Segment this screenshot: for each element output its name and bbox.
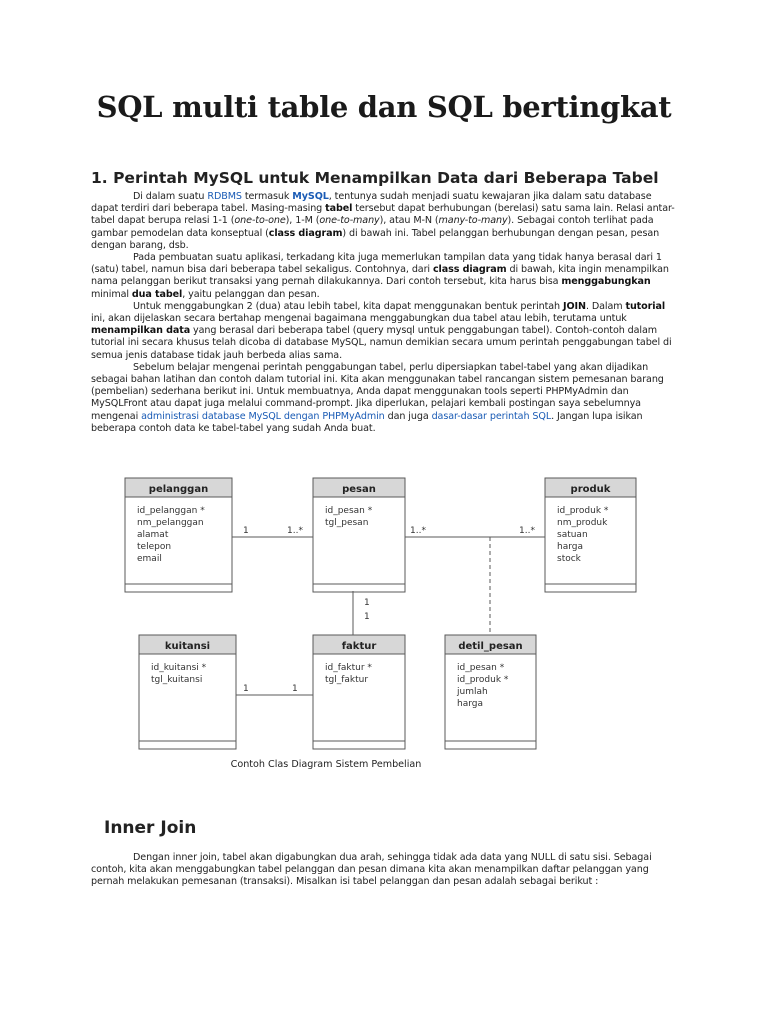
text: . Jangan lupa isikan beberapa contoh data ke tabel-tabel yang sudah Anda buat. [91, 410, 643, 434]
bold-text: menampilkan data [91, 325, 191, 337]
multiplicity-label: 1..* [519, 526, 535, 536]
text: tersebut dapat berhubungan (berelasi) satu sama lain. Relasi antar-tabel dapat berupa relasi 1-1 ( [91, 203, 675, 227]
class-name: detil_pesan [458, 641, 523, 652]
bold-text: JOIN [563, 300, 586, 312]
class-attribute: id_pelanggan * [137, 506, 205, 516]
class-name: faktur [341, 641, 377, 652]
class-attribute: email [137, 554, 162, 564]
link-administrasi-database[interactable]: administrasi database MySQL dengan PHPMyAdmin [141, 410, 385, 422]
multiplicity-label: 1..* [287, 526, 303, 536]
class-attribute: stock [557, 554, 581, 564]
class-attribute: id_kuitansi * [151, 663, 207, 673]
multiplicity-label: 1..* [410, 526, 426, 536]
bold-text: tutorial [625, 300, 666, 312]
bold-text: dua tabel [131, 288, 183, 300]
text: , yaitu pelanggan dan pesan. [182, 288, 320, 300]
class-name: pesan [342, 484, 376, 495]
class-attribute: tgl_kuitansi [151, 675, 203, 685]
class-name: pelanggan [148, 484, 209, 495]
text: di bawah, kita ingin menampilkan nama pelanggan berikut transaksi yang pernah dilakukannya. Dari contoh tersebut, kita harus bisa [91, 264, 669, 288]
class-attribute: harga [557, 542, 583, 552]
text: ), 1-M ( [285, 215, 320, 227]
page-title: SQL multi table dan SQL bertingkat [96, 90, 672, 124]
class-attribute: id_pesan * [457, 663, 505, 673]
text: . Dalam [585, 300, 626, 312]
class-box-kuitansi [139, 635, 236, 749]
class-attribute: harga [457, 699, 483, 709]
bold-text: class diagram [268, 227, 343, 239]
section-heading-inner-join: Inner Join [104, 818, 197, 838]
bold-text: tabel [325, 203, 353, 215]
class-box-faktur [313, 635, 405, 749]
text: ). Sebagai contoh terlihat pada gambar pemodelan data konseptual ( [91, 215, 654, 239]
text: yang berasal dari beberapa tabel (query mysql untuk penggabungan tabel). Contoh-contoh dalam tutorial ini secara khusus telah dicoba di database MySQL, namun demikian secara umum perintah penggabungan tabel di semua jenis database tidak jauh berbeda alias sama. [91, 325, 672, 361]
class-attribute: alamat [137, 530, 169, 540]
class-attribute: tgl_faktur [325, 675, 369, 685]
bold-text: menggabungkan [561, 276, 651, 288]
text: Pada pembuatan suatu aplikasi, terkadang kita juga memerlukan tampilan data yang tidak hanya berasal dari 1 (satu) tabel, namun bisa dari beberapa tabel sekaligus. Contohnya, dari [91, 252, 662, 276]
italic-text: one-to-one [234, 215, 286, 227]
link-mysql[interactable]: MySQL [292, 191, 329, 202]
multiplicity-label: 1 [364, 612, 370, 622]
text: Di dalam suatu [133, 191, 208, 202]
multiplicity-label: 1 [364, 598, 370, 608]
class-attribute: satuan [557, 530, 588, 540]
diagram-caption: Contoh Clas Diagram Sistem Pembelian [230, 759, 422, 770]
class-name: produk [570, 484, 611, 495]
class-attribute: tgl_pesan [325, 518, 369, 528]
bold-text: class diagram [432, 264, 507, 276]
text: Untuk menggabungkan 2 (dua) atau lebih tabel, kita dapat menggunakan bentuk perintah [133, 300, 563, 312]
text: termasuk [241, 191, 293, 202]
text: Sebelum belajar mengenai perintah penggabungan tabel, perlu dipersiapkan tabel-tabel yang akan dijadikan sebagai bahan latihan dan contoh dalam tutorial ini. Kita akan menggunakan tabel rancangan sistem pemesanan barang (pembelian) sederhana berikut ini. Untuk membuatnya, Anda dapat menggunakan tools seperti PHPMyAdmin dan MySQLFront atau dapat juga melalui command-prompt. Jika diperlukan, pelajari kembali postingan saya sebelumnya mengenai [91, 361, 664, 422]
class-box-produk [545, 478, 636, 592]
class-attribute: telepon [137, 542, 172, 552]
class-attribute: jumlah [457, 687, 488, 697]
class-attribute: id_produk * [457, 675, 509, 685]
link-rdbms[interactable]: RDBMS [207, 191, 242, 202]
class-attribute: nm_produk [557, 518, 608, 528]
text: , tentunya sudah menjadi suatu kewajaran jika dalam satu database dapat terdiri dari beberapa tabel. Masing-masing [91, 191, 652, 215]
class-attribute: id_faktur * [325, 663, 372, 673]
section-heading-perintah-mysql: 1. Perintah MySQL untuk Menampilkan Data dari Beberapa Tabel [91, 169, 659, 187]
class-name: kuitansi [164, 641, 211, 652]
text: ) di bawah ini. Tabel pelanggan berhubungan dengan pesan, pesan dengan barang, dsb. [91, 227, 660, 251]
text: ), atau M-N ( [379, 215, 439, 227]
section2-body [91, 852, 681, 889]
class-box-pesan [313, 478, 405, 592]
class-attribute: id_pesan * [325, 506, 373, 516]
class-attribute: id_produk * [557, 506, 609, 516]
multiplicity-label: 1 [292, 684, 298, 694]
text: ini, akan dijelaskan secara bertahap mengenai bagaimana menggabungkan dua tabel atau lebih, terutama untuk [91, 313, 627, 325]
paragraph-inner-join: Dengan inner join, tabel akan digabungkan dua arah, sehingga tidak ada data yang NULL di satu sisi. Sebagai contoh, kita akan menggabungkan tabel pelanggan dan pesan dimana kita akan menampilkan daftar pelanggan yang pernah melakukan pemesanan (transaksi). Misalkan isi tabel pelanggan dan pesan adalah sebagai berikut : [91, 852, 652, 888]
italic-text: many-to-many [438, 215, 508, 227]
text: minimal [91, 288, 132, 300]
link-dasar-perintah-sql[interactable]: dasar-dasar perintah SQL [431, 410, 552, 422]
text: dan juga [384, 410, 432, 422]
class-box-detil-pesan [445, 635, 536, 749]
class-box-pelanggan [125, 478, 232, 592]
multiplicity-label: 1 [243, 684, 249, 694]
multiplicity-label: 1 [243, 526, 249, 536]
italic-text: one-to-many [319, 215, 380, 227]
class-attribute: nm_pelanggan [137, 518, 204, 528]
